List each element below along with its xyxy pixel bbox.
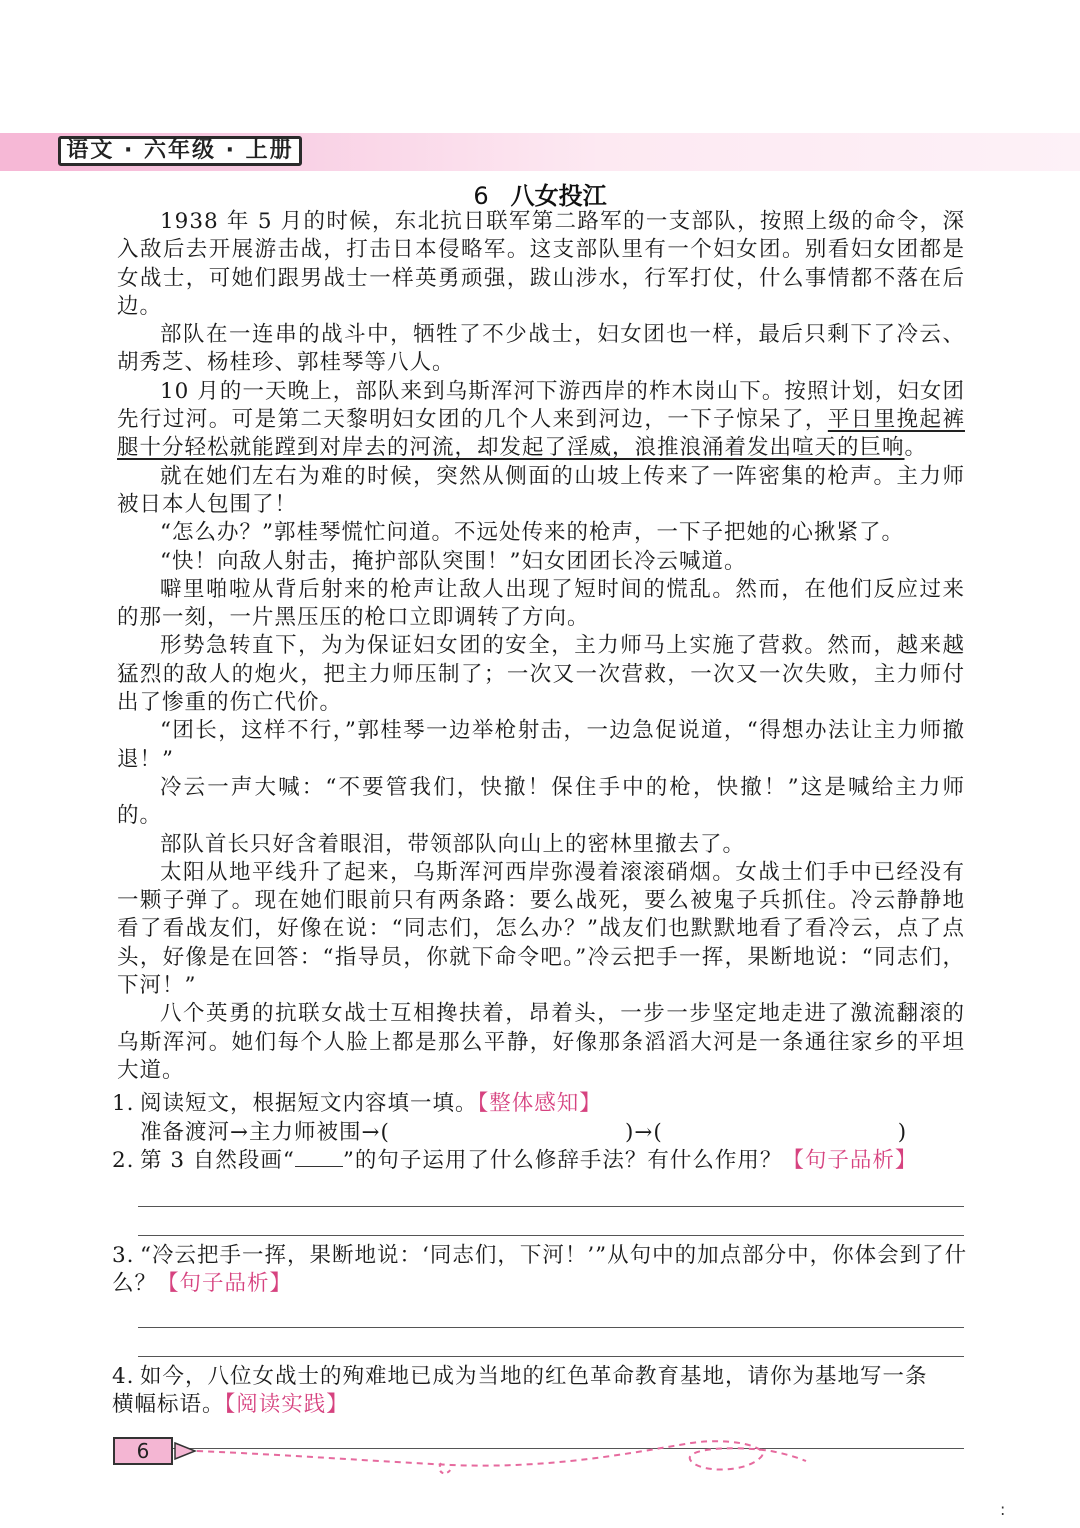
question-number: 2.: [112, 1148, 135, 1173]
paragraph-7: 噼里啪啦从背后射来的枪声让敌人出现了短时间的慌乱。然而，在他们反应过来的那一刻，一片黑压压的枪口立即调转了方向。: [117, 576, 965, 631]
question-1: [112, 1090, 968, 1119]
paragraph-3-underlined-sentence: 平日里挽起裤腿十分轻松就能蹚到对岸去的河流，却发起了淫威，浪推浪涌着发出喧天的巨响: [117, 407, 965, 461]
page-footer: [113, 1433, 813, 1483]
question-number: 4.: [112, 1363, 135, 1389]
paragraph-3-before: 10 月的一天晚上，部队来到乌斯浑河下游西岸的柞木岗山下。按照计划，妇女团先行过河。可是第二天黎明妇女团的几个人来到河边，一下子惊呆了，: [117, 378, 965, 433]
book-label: 语文 · 六年级 · 上册: [58, 136, 302, 166]
arrow-tip: [175, 1443, 195, 1459]
paragraph-11: 部队首长只好含着眼泪，带领部队向山上的密林里撤去了。: [160, 831, 746, 857]
dashed-swirl: [197, 1441, 806, 1469]
question-text: 阅读短文，根据短文内容填一填。: [140, 1091, 478, 1116]
paragraph-8: 形势急转直下，为为保证妇女团的安全，主力师马上实施了营救。然而，越来越猛烈的敌人的炮火，把主力师压制了；一次又一次营救，一次又一次失败，主力师付出了惨重的伤亡代价。: [117, 633, 965, 716]
header-band: [0, 133, 1080, 171]
question-2-inline-blank: [295, 1148, 343, 1167]
question-3-line-2: [112, 1270, 968, 1299]
article-body: [117, 208, 965, 1085]
question-tag: 【阅读实践】: [224, 1392, 349, 1417]
paragraph-1: 1938 年 5 月的时候，东北抗日联军第二路军的一支部队，按照上级的命令，深入敌后去开展游击战，打击日本侵略军。这支部队里有一个妇女团。别看妇女团都是女战士，可她们跟男战士一样英勇顽强，跋山涉水，行军打仗，什么事情都不落在后边。: [117, 209, 965, 319]
question-tag: 【整体感知】: [477, 1091, 602, 1116]
dashed-loop: [440, 1463, 451, 1473]
questions-section: [112, 1090, 968, 1449]
lesson-number: 6: [473, 182, 489, 210]
page-number: 6: [113, 1437, 173, 1465]
paragraph-13: 八个英勇的抗联女战士互相搀扶着，昂着头，一步一步坚定地走进了激流翻滚的乌斯浑河。她们每个人脸上都是那么平静，好像那条滔滔大河是一条通往家乡的平坦大道。: [117, 1001, 965, 1083]
paragraph-3-after: 。: [904, 435, 928, 461]
question-text-a: 第 3 自然段画“: [140, 1148, 295, 1173]
question-line-1: “冷云把手一挥，果断地说：‘同志们，下河！’”从句中的加点部分中，你体会到了什: [140, 1242, 968, 1268]
question-3: [112, 1242, 968, 1271]
question-line-2: 横幅标语。: [112, 1392, 225, 1417]
corner-mark: :: [1000, 1500, 1006, 1519]
question-text-b: ”的句子运用了什么修辞手法？有什么作用？: [342, 1148, 783, 1173]
question-2: [112, 1147, 968, 1176]
question-number: 1.: [112, 1091, 135, 1116]
question-1-flow-blanks[interactable]: 准备渡河→主力师被围→( )→( ): [140, 1119, 908, 1145]
paragraph-3: [117, 378, 965, 463]
paragraph-12: 太阳从地平线升了起来，乌斯浑河西岸弥漫着滚滚硝烟。女战士们手中已经没有一颗子弹了。现在她们眼前只有两条路：要么战死，要么被鬼子兵抓住。冷云静静地看了看战友们，好像在说：“同志们，怎么办？”战友们也默默地看了看冷云，点了点头，好像是在回答：“指导员，你就下命令吧。”冷云把手一挥，果断地说：“同志们，下河！”: [117, 859, 965, 999]
question-line-1: 如今，八位女战士的殉难地已成为当地的红色革命教育基地，请你为基地写一条: [140, 1363, 928, 1389]
lesson-title-text: 八女投江: [510, 182, 607, 210]
decorative-dashed-curve: [171, 1433, 811, 1483]
paragraph-9: “团长，这样不行，”郭桂琴一边举枪射击，一边急促说道，“得想办法让主力师撤退！”: [117, 718, 965, 772]
question-line-2: 么？: [112, 1271, 158, 1296]
paragraph-10: 冷云一声大喊：“不要管我们，快撤！保住手中的枪，快撤！”这是喊给主力师的。: [117, 774, 965, 829]
paragraph-4: 就在她们左右为难的时候，突然从侧面的山坡上传来了一阵密集的枪声。主力师被日本人包围了！: [117, 463, 965, 517]
paragraph-6: “快！向敌人射击，掩护部队突围！”妇女团团长冷云喊道。: [160, 548, 747, 574]
question-number: 3.: [112, 1242, 135, 1268]
paragraph-2: 部队在一连串的战斗中，牺牲了不少战士，妇女团也一样，最后只剩下了冷云、胡秀芝、杨桂珍、郭桂琴等八人。: [117, 322, 965, 376]
question-tag: 【句子品析】: [157, 1271, 293, 1296]
question-tag: 【句子品析】: [782, 1148, 918, 1173]
paragraph-5: “怎么办？”郭桂琴慌忙问道。不远处传来的枪声，一下子把她的心揪紧了。: [160, 520, 904, 546]
question-4: [112, 1363, 968, 1392]
question-4-line-2: [112, 1391, 968, 1420]
